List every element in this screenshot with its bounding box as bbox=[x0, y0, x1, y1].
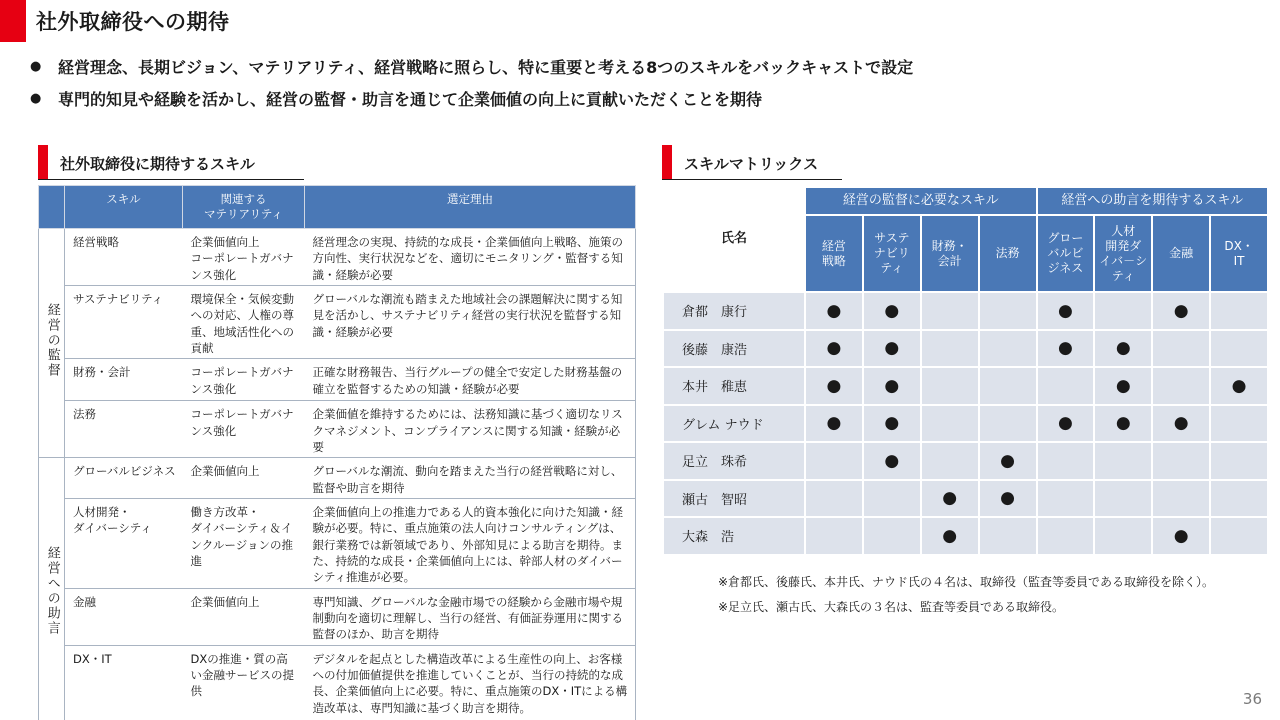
dot-icon: ● bbox=[884, 413, 900, 434]
skill-empty-cell bbox=[980, 331, 1036, 367]
dot-icon: ● bbox=[826, 375, 842, 396]
skill-mark-cell bbox=[1038, 331, 1094, 367]
skill-empty-cell bbox=[922, 406, 978, 442]
dot-icon: ● bbox=[942, 525, 958, 546]
dot-icon: ● bbox=[1000, 488, 1015, 509]
skill-mark-cell bbox=[1095, 368, 1151, 404]
materiality-cell: DXの推進・質の高い金融サービスの提供 bbox=[183, 645, 305, 720]
page-number: 36 bbox=[1242, 690, 1262, 708]
person-name: 瀬古 智昭 bbox=[664, 481, 804, 517]
skill-empty-cell bbox=[1153, 368, 1209, 404]
bullet-text: 専門的知見や経験を活かし、経営の監督・助言を通じて企業価値の向上に貢献いただくことを期待 bbox=[58, 89, 763, 109]
skill-empty-cell bbox=[1095, 481, 1151, 517]
dot-icon: ● bbox=[884, 300, 900, 321]
dot-icon: ● bbox=[884, 338, 900, 359]
materiality-cell: 環境保全・気候変動への対応、人権の尊重、地域活性化への貢献 bbox=[183, 286, 305, 359]
skill-header: 金融 bbox=[1153, 216, 1209, 291]
reason-cell: 企業価値を維持するためには、法務知識に基づく適切なリスクマネジメント、コンプライアンスに関する知識・経験が必要 bbox=[305, 401, 636, 458]
corner-header bbox=[39, 186, 65, 229]
skills-table-header bbox=[39, 186, 636, 229]
matrix-row bbox=[664, 518, 1267, 554]
skills-section-heading bbox=[38, 146, 304, 180]
heading-accent-bar bbox=[38, 145, 48, 179]
dot-icon: ● bbox=[826, 300, 842, 321]
skill-mark-cell bbox=[806, 293, 862, 329]
skills-table-row bbox=[39, 401, 636, 458]
skill-mark-cell bbox=[1038, 293, 1094, 329]
materiality-cell: コーポレートガバナンス強化 bbox=[183, 401, 305, 458]
matrix-row bbox=[664, 293, 1267, 329]
skill-header: グロー バルビ ジネス bbox=[1038, 216, 1094, 291]
skills-table-row bbox=[39, 498, 636, 588]
skills-table-row bbox=[39, 645, 636, 720]
reason-cell: グローバルな潮流、動向を踏まえた当行の経営戦略に対し、監督や助言を期待 bbox=[305, 458, 636, 499]
skills-table-row bbox=[39, 229, 636, 286]
skill-empty-cell bbox=[806, 481, 862, 517]
group-label-cell bbox=[39, 458, 65, 720]
skill-mark-cell bbox=[1153, 406, 1209, 442]
skill-empty-cell bbox=[1038, 443, 1094, 479]
skill-empty-cell bbox=[1038, 518, 1094, 554]
col-header-skill: スキル bbox=[65, 186, 183, 229]
dot-icon: ● bbox=[1058, 413, 1073, 434]
person-name: 後藤 康浩 bbox=[664, 331, 804, 367]
page-title: 社外取締役への期待 bbox=[36, 10, 230, 34]
person-name: 大森 浩 bbox=[664, 518, 804, 554]
skills-heading-label: 社外取締役に期待するスキル bbox=[60, 155, 255, 173]
skill-cell: DX・IT bbox=[65, 645, 183, 720]
reason-cell: デジタルを起点とした構造改革による生産性の向上、お客様への付加価値提供を推進していくことが、当行の持続的な成長、企業価値向上に必要。特に、重点施策のDX・ITによる構造改革は、専門知識に基づく助言を期待。 bbox=[305, 645, 636, 720]
skill-mark-cell bbox=[1095, 406, 1151, 442]
skill-mark-cell bbox=[922, 481, 978, 517]
dot-icon: ● bbox=[1115, 413, 1131, 434]
skill-empty-cell bbox=[1038, 481, 1094, 517]
person-name: 本井 稚恵 bbox=[664, 368, 804, 404]
skill-cell: 金融 bbox=[65, 588, 183, 645]
matrix-row bbox=[664, 406, 1267, 442]
dot-icon: ● bbox=[1173, 525, 1189, 546]
dot-icon: ● bbox=[1231, 375, 1247, 396]
heading-accent-bar bbox=[662, 145, 672, 179]
group-label-cell bbox=[39, 229, 65, 458]
dot-icon: ● bbox=[1173, 300, 1189, 321]
skill-empty-cell bbox=[1095, 443, 1151, 479]
skill-empty-cell bbox=[1211, 443, 1267, 479]
skill-header: 法務 bbox=[980, 216, 1036, 291]
skill-cell: 経営戦略 bbox=[65, 229, 183, 286]
skill-mark-cell bbox=[922, 518, 978, 554]
skills-table-row bbox=[39, 458, 636, 499]
dot-icon: ● bbox=[1000, 450, 1015, 471]
skill-header: サステ ナビリ ティ bbox=[864, 216, 920, 291]
skill-mark-cell bbox=[864, 443, 920, 479]
skill-matrix bbox=[662, 186, 1269, 556]
matrix-row bbox=[664, 481, 1267, 517]
person-name: 足立 珠希 bbox=[664, 443, 804, 479]
skill-empty-cell bbox=[980, 518, 1036, 554]
skill-mark-cell bbox=[864, 406, 920, 442]
bullet-dot-icon: ● bbox=[30, 58, 42, 74]
skill-mark-cell bbox=[864, 293, 920, 329]
group-header-supervision: 経営の監督に必要なスキル bbox=[806, 188, 1036, 214]
matrix-row bbox=[664, 368, 1267, 404]
skill-empty-cell bbox=[806, 443, 862, 479]
skills-table-row bbox=[39, 359, 636, 401]
skill-empty-cell bbox=[1211, 406, 1267, 442]
skill-empty-cell bbox=[1095, 518, 1151, 554]
matrix-notes bbox=[718, 570, 1214, 620]
reason-cell: グローバルな潮流も踏まえた地域社会の課題解決に関する知見を活かし、サステナビリティ経営の実行状況を監督する知識・経験が必要 bbox=[305, 286, 636, 359]
matrix-body bbox=[664, 293, 1267, 554]
dot-icon: ● bbox=[826, 338, 842, 359]
skill-mark-cell bbox=[1153, 293, 1209, 329]
skill-cell: 法務 bbox=[65, 401, 183, 458]
dot-icon: ● bbox=[1058, 300, 1073, 321]
matrix-row bbox=[664, 331, 1267, 367]
skill-header: 経営 戦略 bbox=[806, 216, 862, 291]
skills-table-body bbox=[39, 229, 636, 720]
skill-empty-cell bbox=[922, 293, 978, 329]
skill-empty-cell bbox=[1038, 368, 1094, 404]
person-name: グレム ナウド bbox=[664, 406, 804, 442]
col-header-reason: 選定理由 bbox=[305, 186, 636, 229]
col-header-materiality bbox=[183, 186, 305, 229]
materiality-cell: 働き方改革・ ダイバーシティ＆インクルージョンの推進 bbox=[183, 498, 305, 588]
skill-empty-cell bbox=[922, 443, 978, 479]
materiality-cell: コーポレートガバナンス強化 bbox=[183, 359, 305, 401]
skill-empty-cell bbox=[922, 331, 978, 367]
skill-empty-cell bbox=[980, 368, 1036, 404]
skill-mark-cell bbox=[980, 481, 1036, 517]
bullet-item bbox=[30, 82, 1260, 114]
skill-empty-cell bbox=[1211, 331, 1267, 367]
skill-empty-cell bbox=[864, 518, 920, 554]
reason-cell: 企業価値向上の推進力である人的資本強化に向けた知識・経験が必要。特に、重点施策の法人向けコンサルティングは、銀行業務では新領域であり、外部知見による助言を期待。また、持続的な成長・企業価値向上には、幹部人材のダイバーシティ推進が必要。 bbox=[305, 498, 636, 588]
skill-empty-cell bbox=[1153, 443, 1209, 479]
dot-icon: ● bbox=[1115, 338, 1131, 359]
skill-cell: サステナビリティ bbox=[65, 286, 183, 359]
skills-table-row bbox=[39, 286, 636, 359]
bullet-list bbox=[30, 50, 1260, 114]
skill-header: 財務・ 会計 bbox=[922, 216, 978, 291]
reason-cell: 経営理念の実現、持続的な成長・企業価値向上戦略、施策の方向性、実行状況などを、適切にモニタリング・監督する知識・経験が必要 bbox=[305, 229, 636, 286]
skill-empty-cell bbox=[922, 368, 978, 404]
skill-empty-cell bbox=[1211, 481, 1267, 517]
skill-mark-cell bbox=[864, 368, 920, 404]
materiality-cell: 企業価値向上 bbox=[183, 458, 305, 499]
skill-empty-cell bbox=[1153, 481, 1209, 517]
skill-cell: 財務・会計 bbox=[65, 359, 183, 401]
bullet-text: 経営理念、長期ビジョン、マテリアリティ、経営戦略に照らし、特に重要と考える8つのスキルをバックキャストで設定 bbox=[58, 57, 914, 77]
skill-mark-cell bbox=[1038, 406, 1094, 442]
skill-empty-cell bbox=[1153, 331, 1209, 367]
skill-mark-cell bbox=[806, 331, 862, 367]
skill-header: 人材 開発ダ イバ－シ ティ bbox=[1095, 216, 1151, 291]
name-header: 氏名 bbox=[664, 188, 804, 291]
skill-mark-cell bbox=[1153, 518, 1209, 554]
note-line: ※足立氏、瀬古氏、大森氏の３名は、監査等委員である取締役。 bbox=[718, 600, 1065, 614]
group-label: 経営の監督 bbox=[44, 303, 60, 379]
note-line: ※倉都氏、後藤氏、本井氏、ナウド氏の４名は、取締役（監査等委員である取締役を除く）。 bbox=[718, 575, 1215, 589]
matrix-row bbox=[664, 443, 1267, 479]
skill-empty-cell bbox=[980, 406, 1036, 442]
dot-icon: ● bbox=[1115, 375, 1131, 396]
dot-icon: ● bbox=[942, 488, 958, 509]
person-name: 倉都 康行 bbox=[664, 293, 804, 329]
title-accent-bar bbox=[0, 0, 26, 42]
bullet-dot-icon: ● bbox=[30, 90, 42, 106]
skill-mark-cell bbox=[980, 443, 1036, 479]
reason-cell: 専門知識、グローバルな金融市場での経験から金融市場や規制動向を適切に理解し、当行の経営、有価証券運用に関する監督のほか、助言を期待 bbox=[305, 588, 636, 645]
skill-empty-cell bbox=[980, 293, 1036, 329]
matrix-section-heading bbox=[662, 146, 842, 180]
skill-mark-cell bbox=[806, 406, 862, 442]
group-header-advice: 経営への助言を期待するスキル bbox=[1038, 188, 1268, 214]
reason-cell: 正確な財務報告、当行グループの健全で安定した財務基盤の確立を監督するための知識・経験が必要 bbox=[305, 359, 636, 401]
skills-table-row bbox=[39, 588, 636, 645]
skill-mark-cell bbox=[864, 331, 920, 367]
matrix-group-header-row bbox=[664, 188, 1267, 214]
dot-icon: ● bbox=[1058, 338, 1073, 359]
dot-icon: ● bbox=[884, 450, 900, 471]
bullet-item bbox=[30, 50, 1260, 82]
dot-icon: ● bbox=[826, 413, 842, 434]
dot-icon: ● bbox=[884, 375, 900, 396]
matrix-heading-label: スキルマトリックス bbox=[684, 155, 819, 173]
skill-empty-cell bbox=[1095, 293, 1151, 329]
skill-empty-cell bbox=[806, 518, 862, 554]
col-header-materiality-text: 関連する マテリアリティ bbox=[204, 192, 283, 221]
skills-table bbox=[38, 185, 636, 720]
skill-mark-cell bbox=[806, 368, 862, 404]
skill-empty-cell bbox=[1211, 293, 1267, 329]
skill-cell: グローバルビジネス bbox=[65, 458, 183, 499]
skill-empty-cell bbox=[1211, 518, 1267, 554]
materiality-cell: 企業価値向上 コーポレートガバナンス強化 bbox=[183, 229, 305, 286]
skill-cell: 人材開発・ ダイバーシティ bbox=[65, 498, 183, 588]
materiality-cell: 企業価値向上 bbox=[183, 588, 305, 645]
skill-header: DX・ IT bbox=[1211, 216, 1267, 291]
dot-icon: ● bbox=[1173, 413, 1189, 434]
group-label: 経営への助言 bbox=[44, 546, 60, 637]
skill-mark-cell bbox=[1095, 331, 1151, 367]
skill-empty-cell bbox=[864, 481, 920, 517]
skill-mark-cell bbox=[1211, 368, 1267, 404]
